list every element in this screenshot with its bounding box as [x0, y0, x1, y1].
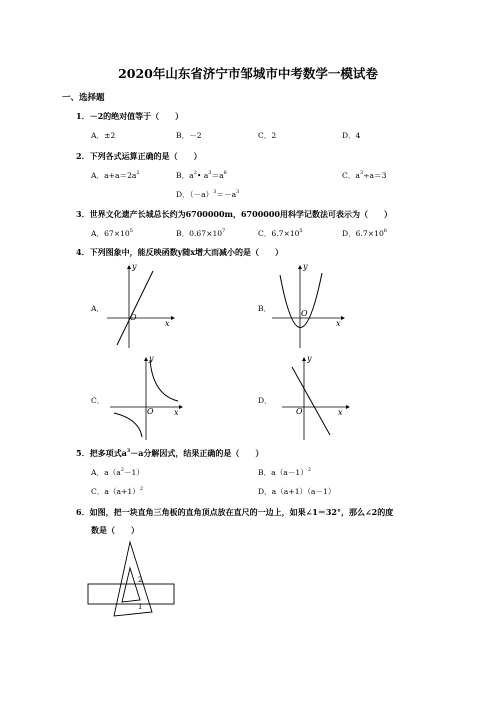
- graph-b-x-label: x: [336, 319, 341, 328]
- q1-option-a: A．±2: [91, 131, 116, 140]
- q4-label-a: A．: [91, 304, 105, 313]
- question-1-stem: 1．－2的绝对值等于（ ）: [76, 111, 184, 121]
- q3-option-b: B．$0.67\times 10^7$: [176, 228, 226, 238]
- graph-d-origin: O: [296, 407, 303, 416]
- q4-label-d: D．: [258, 396, 272, 405]
- q4-graph-b: [270, 263, 345, 348]
- question-3-stem: 3．世界文化遗产长城总长约为6700000m，6700000用科学记数法可表示为（ ）: [76, 209, 392, 219]
- q5-option-c: C．$a(a+1)^2$: [91, 486, 144, 496]
- q3-option-a: A．$67\times 10^5$: [91, 228, 133, 238]
- q4-graph-d: [280, 355, 350, 440]
- graph-b-origin: O: [301, 309, 308, 318]
- q6-angle-1-label: 1: [138, 603, 143, 611]
- q2-option-c: C．$a^3\div a=3$: [342, 170, 387, 180]
- q6-figure: [86, 540, 196, 620]
- q2-option-d: D．$(-a)^3=-a^3$: [176, 189, 240, 199]
- q2-option-a: A．$a+a=2a^2$: [91, 170, 140, 180]
- question-4-stem: 4．下列图象中，能反映函数y随x增大而减小的是（ ）: [76, 247, 283, 257]
- q6-angle-2-label: 2: [138, 576, 143, 584]
- graph-c-y-label: y: [149, 354, 154, 363]
- q4-label-c: C．: [91, 396, 105, 405]
- question-2-stem: 2．下列各式运算正确的是（ ）: [76, 151, 202, 161]
- q1-option-c: C．2: [258, 131, 277, 140]
- graph-d-x-label: x: [338, 408, 343, 417]
- q3-option-c: C．$6.7\times 10^5$: [258, 228, 303, 238]
- graph-b-drawing: [270, 263, 345, 348]
- graph-c-drawing: [108, 355, 183, 440]
- graph-c-x-label: x: [174, 408, 179, 417]
- q5-option-a: A．$a(a^2-1)$: [91, 467, 144, 477]
- q4-graph-a: [105, 263, 175, 348]
- q5-option-d: D．a（a+1）（a－1）: [258, 487, 336, 496]
- q3-option-d: D．$6.7\times 10^6$: [342, 228, 387, 238]
- q1-option-b: B．－2: [176, 131, 202, 140]
- page-title: 2020年山东省济宁市邹城市中考数学一模试卷: [118, 66, 378, 81]
- q2-option-b: B．$a^2•$ $a^3=a^6$: [176, 170, 227, 180]
- q4-graph-c: [108, 355, 183, 440]
- q1-option-d: D．4: [342, 131, 361, 140]
- graph-a-y-label: y: [132, 262, 137, 271]
- question-6-stem-line-1: 6．如图，把一块直角三角板的直角顶点放在直尺的一边上，如果∠1＝32°，那么∠2的度: [76, 507, 394, 517]
- question-5-stem: 5．把多项式$a^3-a$分解因式，结果正确的是（ ）: [76, 448, 264, 458]
- graph-c-origin: O: [147, 407, 154, 416]
- graph-a-drawing: [105, 263, 175, 348]
- graph-b-y-label: y: [303, 262, 308, 271]
- section-heading: 一、选择题: [62, 93, 105, 103]
- graph-d-drawing: [280, 355, 350, 440]
- graph-d-y-label: y: [307, 354, 312, 363]
- q5-option-b: B．$a(a-1)^2$: [258, 467, 312, 477]
- graph-a-origin: O: [130, 313, 137, 322]
- q4-label-b: B．: [258, 304, 272, 313]
- question-6-stem-line-2: 数是（ ）: [91, 525, 139, 535]
- graph-a-x-label: x: [165, 319, 170, 328]
